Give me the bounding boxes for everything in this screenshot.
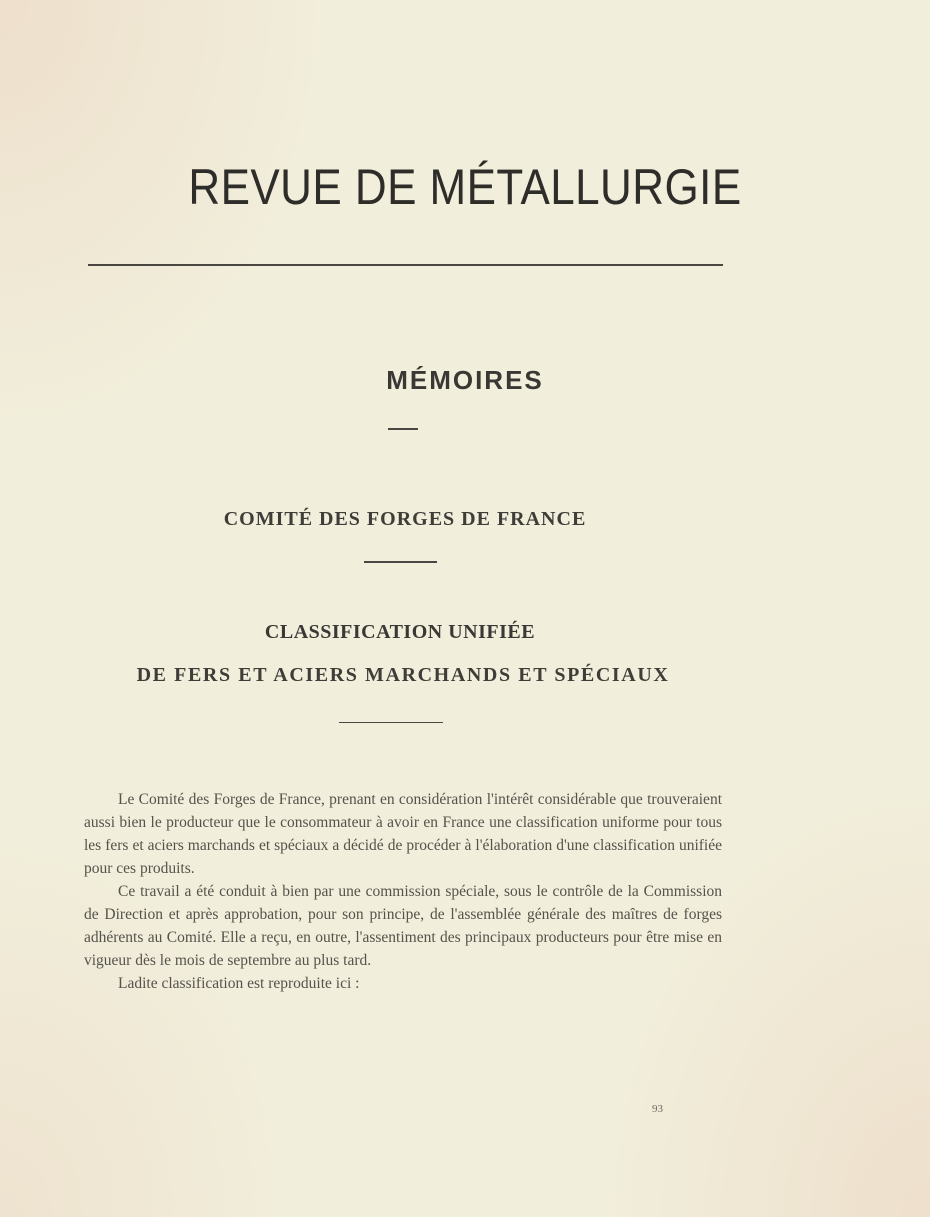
masthead-rule bbox=[88, 264, 723, 266]
journal-masthead: REVUE DE MÉTALLURGIE bbox=[188, 159, 742, 215]
section-rule bbox=[388, 428, 418, 430]
article-title: CLASSIFICATION UNIFIÉE bbox=[264, 621, 536, 643]
paragraph: Ce travail a été conduit à bien par une commission spéciale, sous le contrôle de la Commission de Direction et après approbation, pour son principe, de l'assemblée générale des maîtres de forges adhérents au Comité. Elle a reçu, en outre, l'assentiment des principaux producteurs pour être mise en vigueur dès le mois de septembre au plus tard. bbox=[84, 883, 722, 969]
paragraph: Ladite classification est reproduite ici : bbox=[118, 975, 360, 992]
page-number: 93 bbox=[652, 1103, 663, 1115]
section-title: MÉMOIRES bbox=[386, 365, 544, 395]
paragraph: Le Comité des Forges de France, prenant en considération l'intérêt considérable que trouveraient aussi bien le producteur que le consommateur à avoir en France une classification uniforme pour tous les fers et aciers marchands et spéciaux a décidé de procéder à l'élaboration d'une classification unifiée pour ces produits. bbox=[84, 791, 722, 877]
article-rule bbox=[339, 722, 443, 723]
article-subtitle: DE FERS ET ACIERS MARCHANDS ET SPÉCIAUX bbox=[136, 664, 670, 686]
organization-name: COMITÉ DES FORGES DE FRANCE bbox=[223, 508, 587, 530]
organization-rule bbox=[364, 561, 437, 563]
article-body bbox=[84, 788, 722, 995]
